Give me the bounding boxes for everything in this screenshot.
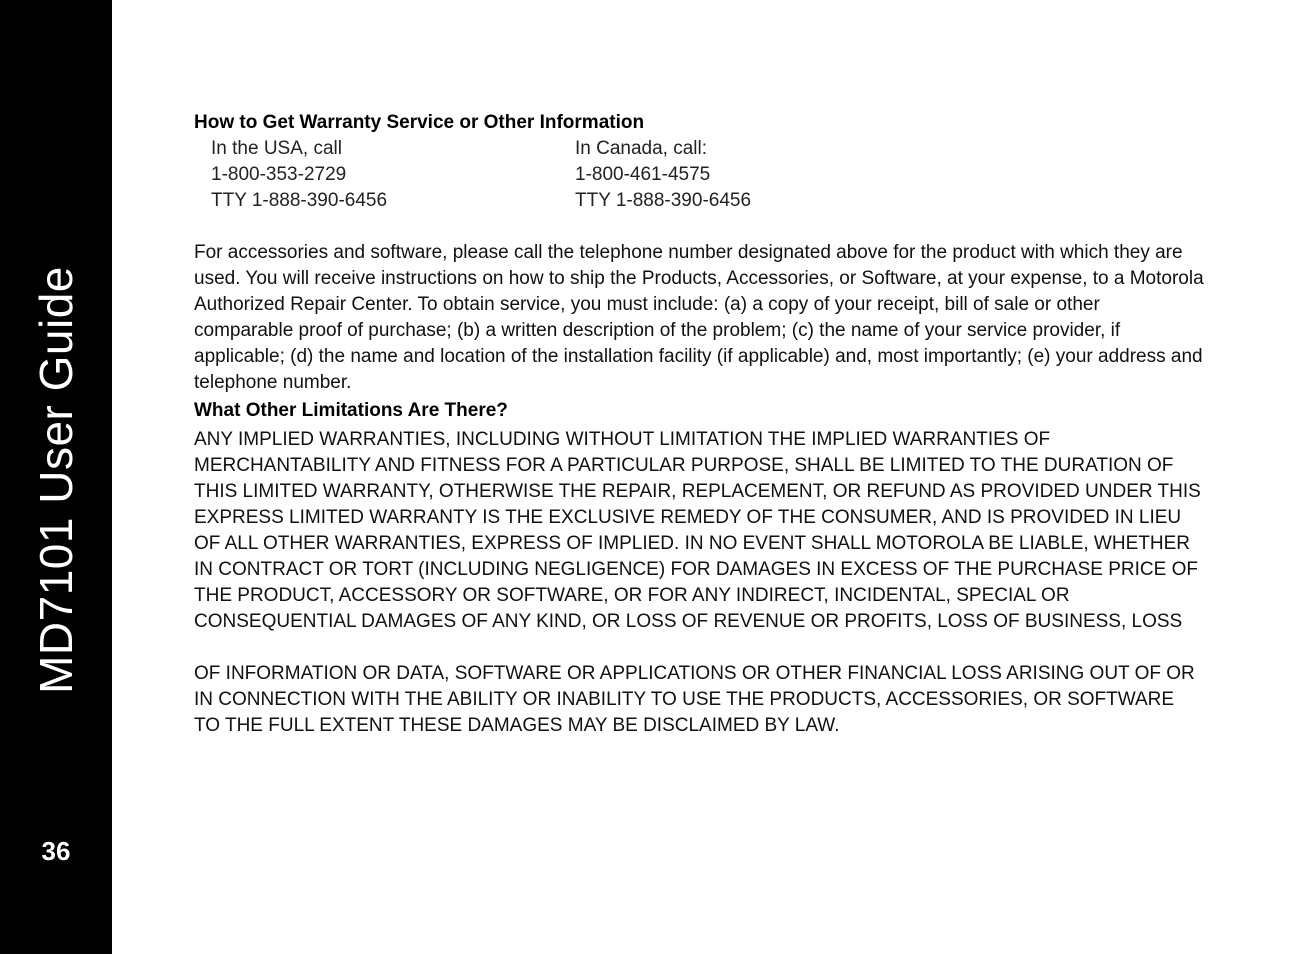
contact-numbers bbox=[211, 136, 1204, 214]
main-content bbox=[194, 110, 1204, 739]
service-instructions-paragraph: For accessories and software, please call the telephone number designated above for the product with which they are used. You will receive instructions on how to ship the Products, Accessories, or Software, at your expense, to a Motorola Authorized Repair Center. To obtain service, you must include: (a) a copy of your receipt, bill of sale or other comparable proof of purchase; (b) a written description of the problem; (c) the name of your service provider, if applicable; (d) the name and location of the installation facility (if applicable) and, most importantly; (e) your address and telephone number. bbox=[194, 242, 1204, 393]
warranty-service-heading: How to Get Warranty Service or Other Information bbox=[194, 112, 645, 133]
usa-tty: TTY 1-888-390-6456 bbox=[211, 190, 388, 211]
usa-phone: 1-800-353-2729 bbox=[211, 164, 347, 185]
usa-contact bbox=[211, 136, 575, 214]
canada-tty: TTY 1-888-390-6456 bbox=[575, 190, 752, 211]
limitations-heading: What Other Limitations Are There? bbox=[194, 400, 508, 421]
limitations-paragraph-2: OF INFORMATION OR DATA, SOFTWARE OR APPLICATIONS OR OTHER FINANCIAL LOSS ARISING OUT OF OR IN CONNECTION WITH THE ABILITY OR INABILITY TO USE THE PRODUCTS, ACCESSORIES, OR SOFTWARE TO THE FULL EXTENT THESE DAMAGES MAY BE DISCLAIMED BY LAW. bbox=[194, 663, 1195, 736]
canada-phone: 1-800-461-4575 bbox=[575, 164, 711, 185]
sidebar bbox=[0, 0, 112, 954]
guide-title: MD7101 User Guide bbox=[30, 266, 82, 694]
canada-contact bbox=[575, 136, 939, 214]
canada-label: In Canada, call: bbox=[575, 138, 708, 159]
page-number: 36 bbox=[41, 836, 71, 866]
usa-label: In the USA, call bbox=[211, 138, 342, 159]
limitations-paragraph-1: ANY IMPLIED WARRANTIES, INCLUDING WITHOUT LIMITATION THE IMPLIED WARRANTIES OF MERCHANTABILITY AND FITNESS FOR A PARTICULAR PURPOSE, SHALL BE LIMITED TO THE DURATION OF THIS LIMITED WARRANTY, OTHERWISE THE REPAIR, REPLACEMENT, OR REFUND AS PROVIDED UNDER THIS EXPRESS LIMITED WARRANTY IS THE EXCLUSIVE REMEDY OF THE CONSUMER, AND IS PROVIDED IN LIEU OF ALL OTHER WARRANTIES, EXPRESS OF IMPLIED. IN NO EVENT SHALL MOTOROLA BE LIABLE, WHETHER IN CONTRACT OR TORT (INCLUDING NEGLIGENCE) FOR DAMAGES IN EXCESS OF THE PURCHASE PRICE OF THE PRODUCT, ACCESSORY OR SOFTWARE, OR FOR ANY INDIRECT, INCIDENTAL, SPECIAL OR CONSEQUENTIAL DAMAGES OF ANY KIND, OR LOSS OF REVENUE OR PROFITS, LOSS OF BUSINESS, LOSS bbox=[194, 429, 1201, 632]
